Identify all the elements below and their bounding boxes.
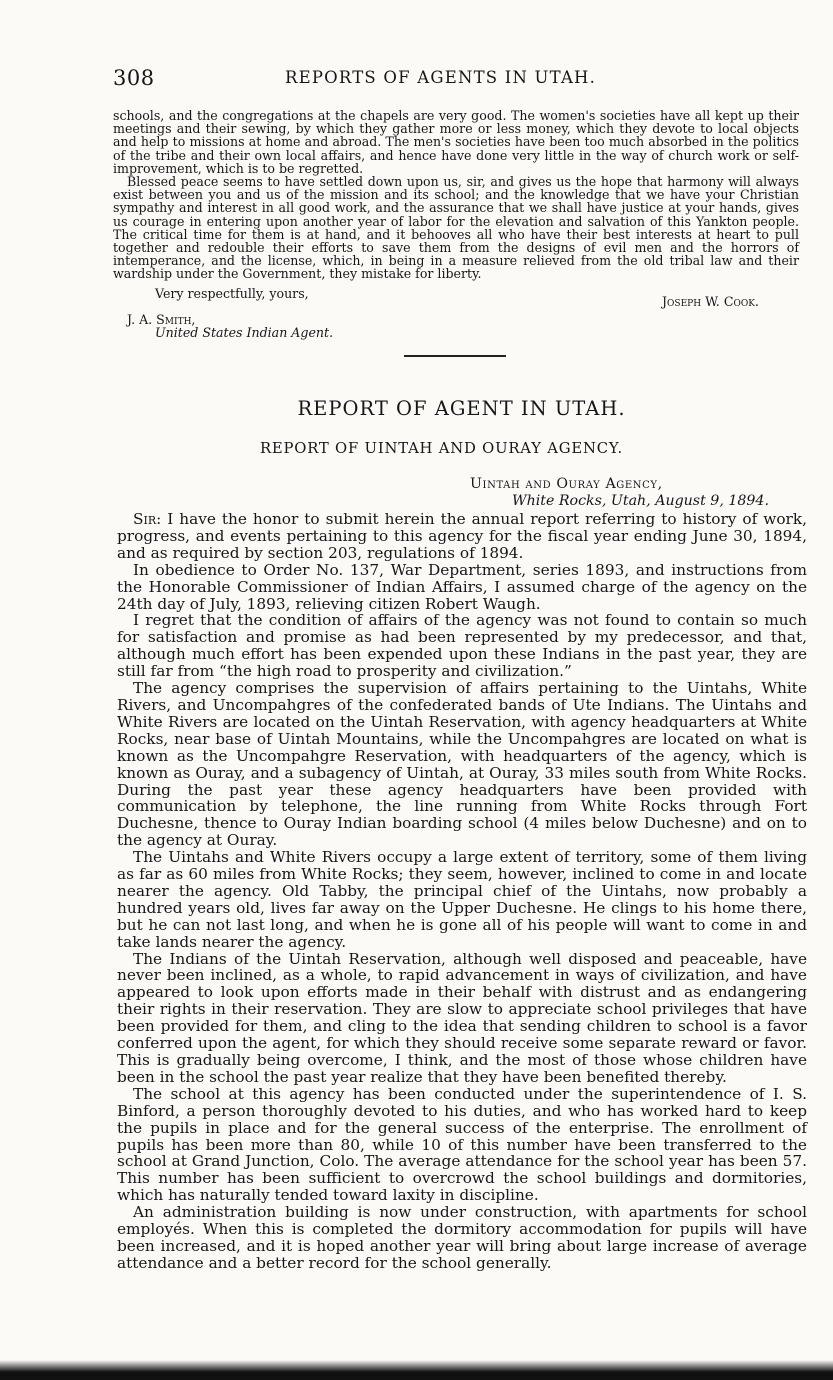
report-paragraph-text: I have the honor to submit herein the annual report referring to history of work, progress, and events pertaining to this agency for the fiscal year ending June 30, 1894, and as required by section 203, regulations of 1894. xyxy=(117,510,807,562)
report-paragraph: The Indians of the Uintah Reservation, although well disposed and peaceable, have never been inclined, as a whole, to rapid advancement in ways of civilization, and have appeared to look upon efforts made in their behalf with distrust and as endangering their rights in their reservation. They are slow to appreciate school privileges that have been provided for them, and cling to the idea that sending children to school is a favor conferred upon the agent, for which they should receive some separate reward or favor. This is gradually being overcome, I think, and the most of those whose children have been in the school the past year realize that they have been benefited thereby. xyxy=(117,949,807,1086)
report-paragraph: The agency comprises the supervision of affairs pertaining to the Uintahs, White Rivers, and Uncompahgres of the confederated bands of Ute Indians. The Uintahs and White Rivers are located on the Uintah Reservation, with agency headquarters at White Rocks, near base of Uintah Mountains, while the Uncompahgres are located on what is known as the Uncompahgre Reservation, with headquarters of the agency, which is known as Ouray, and a subagency of Uintah, at Ouray, 33 miles south from White Rocks. During the past year these agency headquarters have been provided with communication by telephone, the line running from White Rocks through Fort Duchesne, thence to Ouray Indian boarding school (4 miles below Duchesne) and on to the agency at Ouray. xyxy=(117,679,807,850)
dateline-date: White Rocks, Utah, August 9, 1894. xyxy=(512,493,769,509)
salutation: Sir: xyxy=(133,510,162,528)
letter-paragraph: schools, and the congregations at the chapels are very good. The women's societies have all kept up their meetings and their sewing, by which they gather more or less money, which they devote to local objects and help to missions at home and abroad. The men's societies have been too much absorbed in the politics of the tribe and their own local affairs, and hence have done very little in the way of church work or self-improvement, which is to be regretted. xyxy=(113,108,799,176)
letter-signature: Joseph W. Cook. xyxy=(662,294,759,309)
report-dateline xyxy=(470,476,769,510)
letter-addressee: J. A. Smith, xyxy=(127,312,196,327)
report-paragraph: The Uintahs and White Rivers occupy a large extent of territory, some of them living as far as 60 miles from White Rocks; they seem, however, inclined to come in and locate nearer the agency. Old Tabby, the principal chief of the Uintahs, now probably a hundred years old, lives far away on the Upper Duchesne. He clings to his home there, but he can not last long, and when he is gone all of his people will want to come in and take lands nearer the agency. xyxy=(117,848,807,951)
letter-closing: Very respectfully, yours, xyxy=(155,286,309,301)
report-body xyxy=(117,511,807,1272)
report-heading: REPORT OF AGENT IN UTAH. xyxy=(297,397,626,420)
report-paragraph: I regret that the condition of affairs of the agency was not found to contain so much for satisfaction and promise as had been represented by my predecessor, and that, although much effort has been expended upon these Indians in the past year, they are still far from “the high road to prosperity and civilization.” xyxy=(117,611,807,681)
report-paragraph: The school at this agency has been conducted under the superintendence of I. S. Binford, a person thoroughly devoted to his duties, and who has worked hard to keep the pupils in place and for the general success of the enterprise. The enrollment of pupils has been more than 80, while 10 of this number have been transferred to the school at Grand Junction, Colo. The average attendance for the school year has been 57. This number has been sufficient to overcrowd the school buildings and dormitories, which has naturally tended toward laxity in discipline. xyxy=(117,1084,807,1205)
running-title: REPORTS OF AGENTS IN UTAH. xyxy=(285,68,597,87)
running-header xyxy=(113,66,803,92)
scan-bottom-edge xyxy=(0,1360,833,1380)
dateline-place: Uintah and Ouray Agency, xyxy=(470,476,663,492)
report-paragraph: In obedience to Order No. 137, War Department, series 1893, and instructions from the Honorable Commissioner of Indian Affairs, I assumed charge of the agency on the 24th day of July, 1893, relieving citizen Robert Waugh. xyxy=(117,560,807,613)
page-number: 308 xyxy=(113,66,155,90)
previous-letter-ending xyxy=(113,109,799,281)
report-paragraph xyxy=(117,511,807,562)
letter-paragraph: Blessed peace seems to have settled down upon us, sir, and gives us the hope that harmony will always exist between you and us of the mission and its school; and the knowledge that we have your Christian sympathy and interest in all good work, and the assurance that we shall have justice at your hands, gives us courage in entering upon another year of labor for the elevation and salvation of this Yankton people. The critical time for them is at hand, and it behooves all who have their best interests at heart to pull together and redouble their efforts to save them from the designs of evil men and the horrors of intemperance, and the license, which, in being in a measure relieved from the old tribal law and their wardship under the Government, they mistake for liberty. xyxy=(113,174,799,282)
report-paragraph: An administration building is now under construction, with apartments for school employés. When this is completed the dormitory accommodation for pupils will have been increased, and it is hoped another year will bring about large increase of average attendance and a better record for the school generally. xyxy=(117,1203,807,1272)
report-subheading: REPORT OF UINTAH AND OURAY AGENCY. xyxy=(259,440,624,457)
letter-addressee-title: United States Indian Agent. xyxy=(155,325,334,340)
section-divider xyxy=(404,355,506,357)
